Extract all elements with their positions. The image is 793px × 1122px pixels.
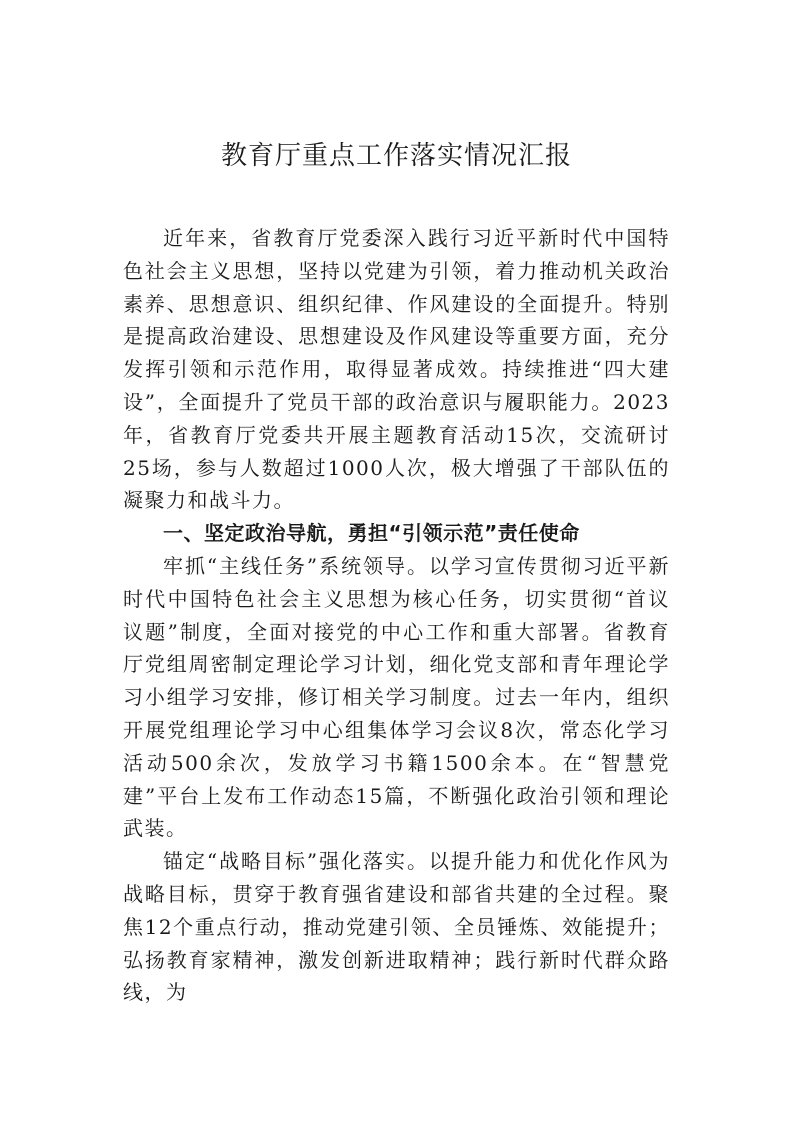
section-1-heading: 一、坚定政治导航，勇担“引领示范”责任使命 [163,521,580,546]
section-1-paragraph-2: 锚定“战略目标”强化落实。以提升能力和优化作风为战略目标，贯穿于教育强省建设和部省共建的全过程。聚焦12个重点行动，推动党建引领、全员锤炼、效能提升；弘扬教育家精神，激发创新进取精神；践行新时代群众路线，为 [123,849,670,1005]
intro-paragraph: 近年来，省教育厅党委深入践行习近平新时代中国特色社会主义思想，坚持以党建为引领，着力推动机关政治素养、思想意识、组织纪律、作风建设的全面提升。特别是提高政治建设、思想建设及作风建设等重要方面，充分发挥引领和示范作用，取得显著成效。持续推进“四大建设”，全面提升了党员干部的政治意识与履职能力。2023年，省教育厅党委共开展主题教育活动15次，交流研讨25场，参与人数超过1000人次，极大增强了干部队伍的凝聚力和战斗力。 [123,226,670,513]
document-body [123,222,670,1009]
document-title: 教育厅重点工作落实情况汇报 [220,141,572,171]
section-1-paragraph-1: 牢抓“主线任务”系统领导。以学习宣传贯彻习近平新时代中国特色社会主义思想为核心任务，切实贯彻“首议议题”制度，全面对接党的中心工作和重大部署。省教育厅党组周密制定理论学习计划，细化党支部和青年理论学习小组学习安排，修订相关学习制度。过去一年内，组织开展党组理论学习中心组集体学习会议8次，常态化学习活动500余次，发放学习书籍1500余本。在“智慧党建”平台上发布工作动态15篇，不断强化政治引领和理论武装。 [123,553,670,841]
